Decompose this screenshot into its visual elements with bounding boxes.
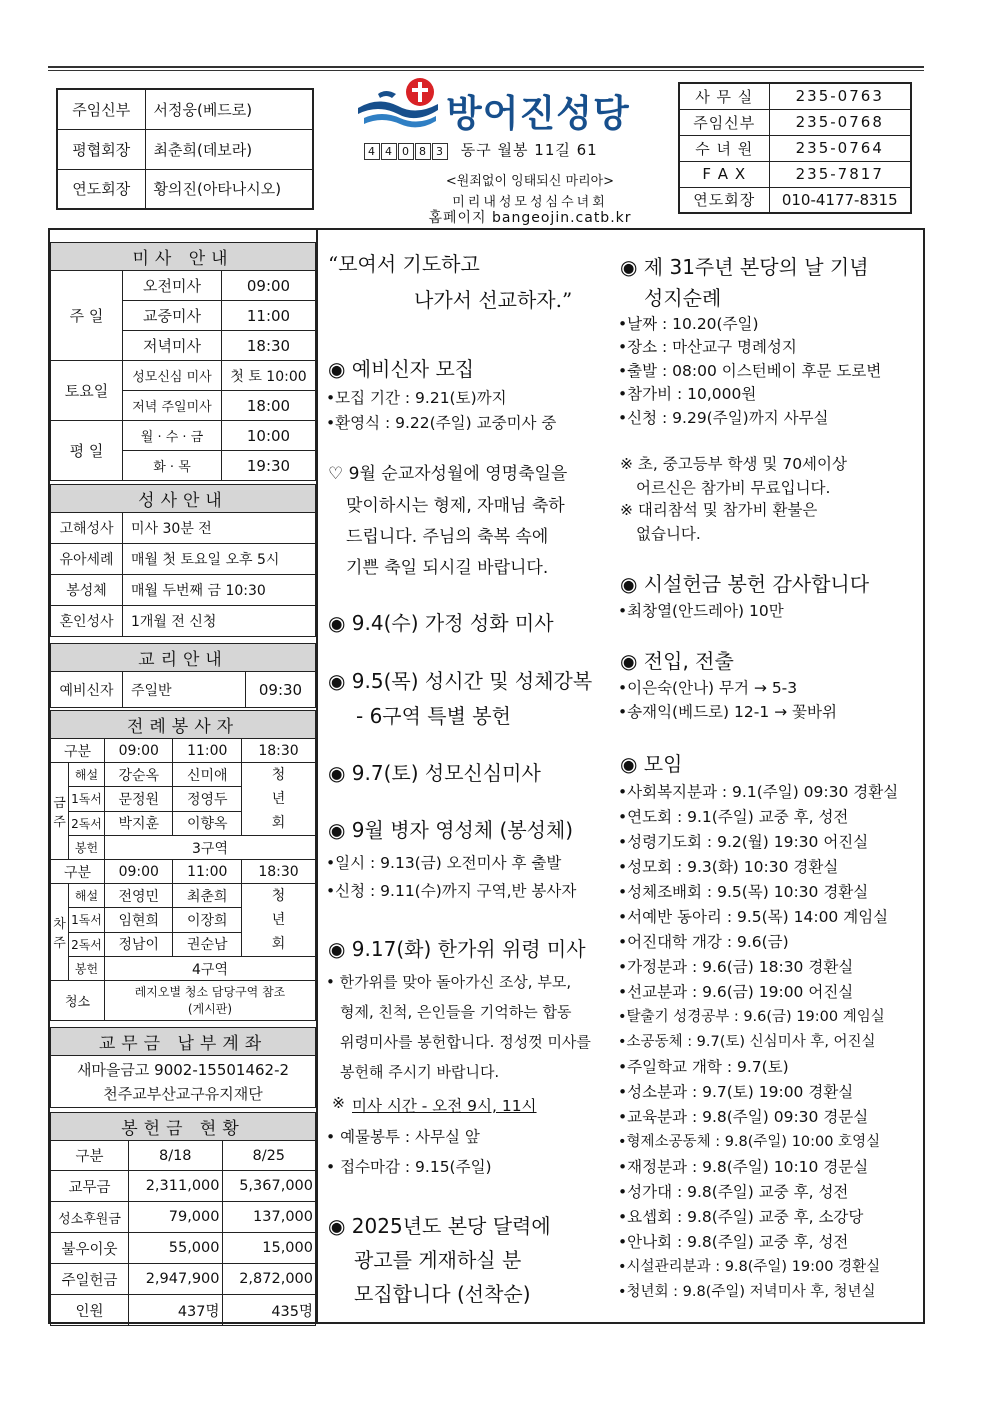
meeting-item: •어진대학 개강 : 9.6(금) — [618, 933, 789, 951]
staff-name: 황의진(아타나시오) — [145, 169, 313, 209]
mass-name: 화 · 목 — [123, 451, 222, 481]
sacrament-name: 고해성사 — [51, 513, 123, 544]
sacraments-table — [50, 484, 316, 637]
mass-time: 첫 토 10:00 — [222, 361, 316, 391]
doctrine-class: 주일반 — [123, 672, 246, 708]
server-name: 정영두 — [173, 787, 242, 811]
chuseok-text: 위령미사를 봉헌합니다. 정성껏 미사를 — [340, 1033, 591, 1051]
pilgrimage-note: ※ 대리참석 및 참가비 환불은 — [620, 501, 818, 519]
meeting-item: •안나회 : 9.8(주일) 교중 후, 성전 — [618, 1233, 849, 1251]
server-name: 이향옥 — [173, 811, 242, 835]
offering-item: 인원 — [51, 1295, 129, 1326]
meeting-item: •선교분과 : 9.6(금) 19:00 어진실 — [618, 983, 854, 1001]
staff-table — [56, 88, 314, 210]
meeting-item: •소공동체 : 9.7(토) 신심미사 후, 어진실 — [618, 1034, 876, 1050]
servers-table — [50, 710, 316, 1021]
mass-time: 10:00 — [222, 421, 316, 451]
top-rule-1 — [48, 66, 924, 68]
mass-table — [50, 242, 316, 481]
phone-label: 수 녀 원 — [679, 135, 769, 161]
doctrine-label: 예비신자 — [51, 672, 123, 708]
server-name: 신미애 — [173, 763, 242, 787]
church-logo-icon — [354, 74, 444, 134]
offering-item: 성소후원금 — [51, 1202, 129, 1233]
offering-item: 교무금 — [51, 1171, 129, 1202]
mass-name: 저녁 주일미사 — [123, 391, 222, 421]
meetings-list — [618, 780, 922, 1305]
server-name: 임현희 — [105, 908, 173, 932]
server-name: 정남이 — [105, 932, 173, 956]
phone-row — [679, 187, 911, 213]
phone-number: 235-0768 — [769, 109, 911, 135]
feast-line: 기쁜 축일 되시길 바랍니다. — [346, 558, 549, 578]
pilgrimage-place: •장소 : 마산교구 명례성지 — [618, 338, 797, 356]
server-name: 권순남 — [173, 932, 242, 956]
week-label: 금주 — [51, 763, 69, 860]
server-name: 박지훈 — [105, 811, 173, 835]
meeting-item: •성가대 : 9.8(주일) 교중 후, 성전 — [618, 1183, 849, 1201]
offering-item: 주일헌금 — [51, 1264, 129, 1295]
address-text: 동구 월봉 11길 61 — [460, 141, 598, 159]
server-name: 문정원 — [105, 787, 173, 811]
server-role: 해설 — [69, 884, 105, 908]
server-role: 1독서 — [69, 787, 105, 811]
mass-time: 11:00 — [222, 301, 316, 331]
account-number: 새마을금고 9002-15501462-2 — [76, 1060, 290, 1079]
offering-value: 55,000 — [129, 1233, 223, 1264]
phone-number: 235-0763 — [769, 83, 911, 109]
mass-time: 19:30 — [222, 451, 316, 481]
sacrament-info: 1개월 전 신청 — [123, 606, 316, 637]
sacrament-name: 유아세례 — [51, 544, 123, 575]
cleaning-label: 청소 — [51, 981, 105, 1021]
staff-role: 평협회장 — [57, 129, 145, 169]
offering-table — [50, 1112, 316, 1326]
catechumen-heading: ◉ 예비신자 모집 — [328, 357, 475, 381]
server-role: 해설 — [69, 763, 105, 787]
staff-role: 주임신부 — [57, 89, 145, 129]
offering-value: 437명 — [129, 1295, 223, 1326]
phone-row — [679, 109, 911, 135]
offering-value: 2,947,900 — [129, 1264, 223, 1295]
offering-head: 8/25 — [222, 1141, 316, 1171]
server-name: 최춘희 — [173, 884, 242, 908]
pilgrimage-apply: •신청 : 9.29(주일)까지 사무실 — [618, 409, 829, 427]
mass-title: 미사 안내 — [51, 243, 316, 271]
pilgrimage-heading: 성지순례 — [644, 286, 722, 310]
col-head: 구분 — [51, 739, 105, 763]
chuseok-time: 미사 시간 - 오전 9시, 11시 — [352, 1097, 537, 1115]
cleaning-info: 레지오별 청소 담당구역 참조 (게시판) — [105, 981, 316, 1021]
meeting-item: •탈출기 성경공부 : 9.6(금) 19:00 계임실 — [618, 1009, 885, 1025]
col-time: 11:00 — [173, 860, 242, 884]
phone-number: 235-7817 — [769, 161, 911, 187]
motto: <원죄없이 잉태되신 마리아> — [445, 174, 615, 189]
pilgrimage-note: 어르신은 참가비 무료입니다. — [636, 479, 831, 497]
homepage: 홈페이지 bangeojin.catb.kr — [428, 210, 632, 226]
sacrament-name: 봉성체 — [51, 575, 123, 606]
offering-value: 5,367,000 — [222, 1171, 316, 1202]
youth-label: 청년회 — [242, 763, 316, 836]
mass-name: 월 · 수 · 금 — [123, 421, 222, 451]
phone-row — [679, 135, 911, 161]
mass-time: 18:00 — [222, 391, 316, 421]
doctrine-time: 09:30 — [246, 672, 316, 708]
phone-table — [678, 82, 912, 214]
col-time: 09:00 — [105, 860, 173, 884]
meeting-item: •청년회 : 9.8(주일) 저녁미사 후, 청년실 — [618, 1284, 876, 1300]
account-title: 교무금 납부계좌 — [51, 1028, 316, 1056]
offering-value: 435명 — [222, 1295, 316, 1326]
chuseok-envelope: • 예물봉투 : 사무실 앞 — [326, 1128, 480, 1146]
meeting-item: •성체조배회 : 9.5(목) 10:30 경환실 — [618, 883, 869, 901]
meeting-item: •성모회 : 9.3(화) 10:30 경환실 — [618, 858, 839, 876]
calendar-ad-heading: ◉ 2025년도 본당 달력에 — [328, 1214, 551, 1238]
top-rule-2 — [48, 70, 924, 71]
mass-name: 저녁미사 — [123, 331, 222, 361]
mass-time: 09:00 — [222, 271, 316, 301]
phone-label: 연도회장 — [679, 187, 769, 213]
meetings-heading: ◉ 모임 — [620, 752, 683, 776]
account-info — [51, 1056, 316, 1108]
staff-row — [57, 129, 313, 169]
phone-number: 235-0764 — [769, 135, 911, 161]
calendar-ad-heading: 모집합니다 (선착순) — [354, 1282, 531, 1306]
chuseok-time-mark: ※ — [332, 1094, 345, 1112]
col-time: 18:30 — [242, 860, 316, 884]
staff-row — [57, 169, 313, 209]
account-table — [50, 1027, 316, 1108]
servers-title: 전례봉사자 — [51, 711, 316, 739]
phone-label: 주임신부 — [679, 109, 769, 135]
holy-hour-subheading: - 6구역 특별 봉헌 — [356, 704, 511, 728]
sick-communion-heading: ◉ 9월 병자 영성체 (봉성체) — [328, 818, 574, 842]
youth-label: 청년회 — [242, 884, 316, 957]
chuseok-mass-heading: ◉ 9.17(화) 한가위 위령 미사 — [328, 937, 586, 961]
offering-head: 8/18 — [129, 1141, 223, 1171]
quote-line-2: 나가서 선교하자.” — [414, 288, 573, 312]
col-time: 11:00 — [173, 739, 242, 763]
offering-district: 4구역 — [105, 957, 316, 981]
col-time: 09:00 — [105, 739, 173, 763]
meeting-item: •교육분과 : 9.8(주일) 09:30 경문실 — [618, 1108, 869, 1126]
server-name: 강순옥 — [105, 763, 173, 787]
phone-row — [679, 161, 911, 187]
offering-head: 구분 — [51, 1141, 129, 1171]
phone-number: 010-4177-8315 — [769, 187, 911, 213]
sacraments-title: 성사안내 — [51, 485, 316, 513]
offering-value: 15,000 — [222, 1233, 316, 1264]
feast-line: 드립니다. 주님의 축복 속에 — [346, 527, 549, 547]
meeting-item: •형제소공동체 : 9.8(주일) 10:00 호영실 — [618, 1134, 881, 1150]
meeting-item: •재정분과 : 9.8(주일) 10:10 경문실 — [618, 1158, 869, 1176]
meeting-item: •요셉회 : 9.8(주일) 교중 후, 소강당 — [618, 1208, 864, 1226]
server-name: 전영민 — [105, 884, 173, 908]
offering-role: 봉헌 — [69, 836, 105, 860]
offering-role: 봉헌 — [69, 957, 105, 981]
pilgrimage-date: •날짜 : 10.20(주일) — [618, 315, 759, 333]
offering-value: 79,000 — [129, 1202, 223, 1233]
staff-row — [57, 89, 313, 129]
staff-name: 서정웅(베드로) — [145, 89, 313, 129]
mass-time: 18:30 — [222, 331, 316, 361]
pilgrimage-note: 없습니다. — [636, 525, 701, 543]
facility-offering-donor: •최창열(안드레아) 10만 — [618, 602, 784, 620]
offering-value: 137,000 — [222, 1202, 316, 1233]
mass-name: 오전미사 — [123, 271, 222, 301]
server-role: 2독서 — [69, 811, 105, 835]
facility-offering-heading: ◉ 시설헌금 봉헌 감사합니다 — [620, 572, 870, 596]
home-mass-heading: ◉ 9.4(수) 가정 성화 미사 — [328, 611, 554, 635]
offering-district: 3구역 — [105, 836, 316, 860]
meeting-item: •성령기도회 : 9.2(월) 19:30 어진실 — [618, 833, 869, 851]
account-holder: 천주교부산교구유지재단 — [103, 1084, 263, 1103]
transfer-item: •이은숙(안나) 무거 → 5-3 — [618, 679, 798, 697]
transfer-item: •송재익(베드로) 12-1 → 꽃바위 — [618, 703, 837, 721]
zip-digit: 0 — [398, 143, 414, 160]
staff-role: 연도회장 — [57, 169, 145, 209]
server-role: 2독서 — [69, 932, 105, 956]
mass-name: 교중미사 — [123, 301, 222, 331]
zip-digit: 4 — [381, 143, 397, 160]
pilgrimage-heading: ◉ 제 31주년 본당의 날 기념 — [620, 255, 869, 279]
meeting-item: •가정분과 : 9.6(금) 18:30 경환실 — [618, 958, 854, 976]
church-name: 방어진성당 — [446, 92, 630, 135]
chuseok-text: 형제, 친척, 은인들을 기억하는 합동 — [340, 1003, 572, 1021]
sick-communion-date: •일시 : 9.13(금) 오전미사 후 출발 — [326, 854, 562, 872]
staff-name: 최춘희(데보라) — [145, 129, 313, 169]
catechumen-welcome: •환영식 : 9.22(주일) 교중미사 중 — [326, 414, 557, 432]
chuseok-text: • 한가위를 맞아 돌아가신 조상, 부모, — [326, 973, 572, 991]
zip-digit: 8 — [415, 143, 431, 160]
offering-item: 불우이웃 — [51, 1233, 129, 1264]
sacrament-info: 매월 첫 토요일 오후 5시 — [123, 544, 316, 575]
marian-mass-heading: ◉ 9.7(토) 성모신심미사 — [328, 761, 541, 785]
transfer-heading: ◉ 전입, 전출 — [620, 649, 734, 673]
server-role: 1독서 — [69, 908, 105, 932]
convent: 미리내성모성심수녀회 — [452, 195, 608, 210]
sacrament-name: 혼인성사 — [51, 606, 123, 637]
sick-communion-apply: •신청 : 9.11(수)까지 구역,반 봉사자 — [326, 882, 577, 900]
server-name: 이장희 — [173, 908, 242, 932]
doctrine-table — [50, 643, 316, 708]
weekday-label: 평 일 — [51, 421, 123, 481]
col-head: 구분 — [51, 860, 105, 884]
meeting-item: •주일학교 개학 : 9.7(토) — [618, 1058, 789, 1076]
catechumen-period: •모집 기간 : 9.21(토)까지 — [326, 389, 507, 407]
zip-digit: 4 — [364, 143, 380, 160]
meeting-item: •서예반 동아리 : 9.5(목) 14:00 계임실 — [618, 908, 889, 926]
phone-label: F A X — [679, 161, 769, 187]
pilgrimage-departure: •출발 : 08:00 이스턴베이 후문 도로변 — [618, 362, 882, 380]
col-time: 18:30 — [242, 739, 316, 763]
mass-name: 성모신심 미사 — [123, 361, 222, 391]
offering-value: 2,872,000 — [222, 1264, 316, 1295]
quote-line-1: “모여서 기도하고 — [328, 252, 480, 276]
pilgrimage-fee: •참가비 : 10,000원 — [618, 385, 757, 403]
doctrine-title: 교리안내 — [51, 644, 316, 672]
phone-row — [679, 83, 911, 109]
sunday-label: 주 일 — [51, 271, 123, 361]
saturday-label: 토요일 — [51, 361, 123, 421]
offering-value: 2,311,000 — [129, 1171, 223, 1202]
address — [364, 139, 654, 160]
calendar-ad-heading: 광고를 게재하실 분 — [354, 1248, 522, 1272]
feast-line: ♡ 9월 순교자성월에 영명축일을 — [328, 464, 568, 484]
feast-line: 맞이하시는 형제, 자매님 축하 — [346, 496, 565, 516]
holy-hour-heading: ◉ 9.5(목) 성시간 및 성체강복 — [328, 669, 593, 693]
chuseok-deadline: • 접수마감 : 9.15(주일) — [326, 1158, 492, 1176]
offering-title: 봉헌금 현황 — [51, 1113, 316, 1141]
zip-digit: 3 — [432, 143, 448, 160]
meeting-item: •시설관리분과 : 9.8(주일) 19:00 경환실 — [618, 1259, 881, 1275]
chuseok-text: 봉헌해 주시기 바랍니다. — [340, 1063, 500, 1081]
meeting-item: •연도회 : 9.1(주일) 교중 후, 성전 — [618, 808, 849, 826]
sacrament-info: 매월 두번째 금 10:30 — [123, 575, 316, 606]
meeting-item: •성소분과 : 9.7(토) 19:00 경환실 — [618, 1083, 854, 1101]
meeting-item: •사회복지분과 : 9.1(주일) 09:30 경환실 — [618, 783, 899, 801]
pilgrimage-note: ※ 초, 중고등부 학생 및 70세이상 — [620, 455, 847, 473]
week-label: 차주 — [51, 884, 69, 981]
sacrament-info: 미사 30분 전 — [123, 513, 316, 544]
phone-label: 사 무 실 — [679, 83, 769, 109]
